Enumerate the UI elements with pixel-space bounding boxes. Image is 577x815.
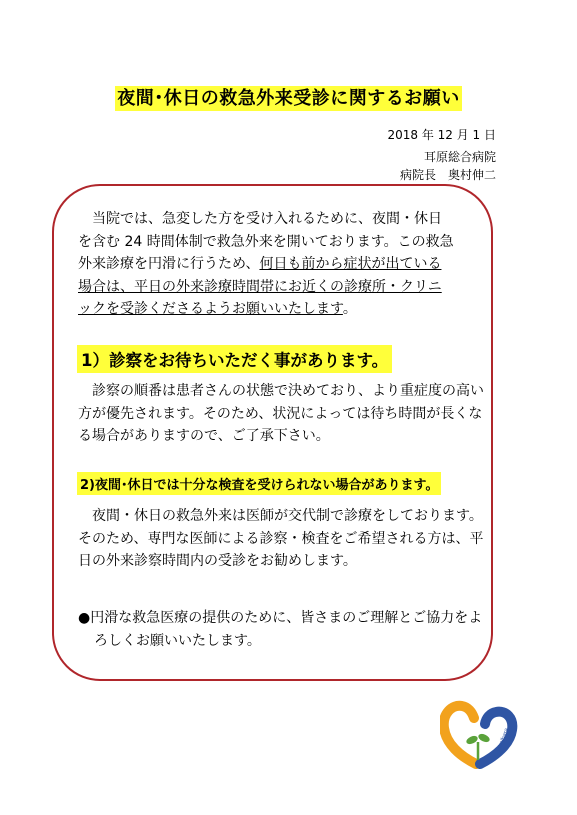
director-name: 病院長 奥村伸二 bbox=[399, 168, 496, 182]
section-2-heading: 2)夜間･休日では十分な検査を受けられない場合があります。 bbox=[77, 472, 441, 495]
section-2-body: 夜間・休日の救急外来は医師が交代制で診療をしております。そのため、専門な医師による診察・検査をご希望される方は、平日の外来診察時間内の受診をお勧めします。 bbox=[78, 508, 484, 569]
logo-text: mimihara bbox=[496, 727, 511, 753]
intro-line-3-underlined: 何日も前から症状が出ている bbox=[259, 256, 442, 272]
logo-sprout-leaf-right bbox=[477, 732, 491, 743]
section-1-body: 診察の順番は患者さんの状態で決めており、より重症度の高い方が優先されます。そのため、状況によっては待ち時間が長くなる場合がありますので、ご了承下さい。 bbox=[78, 383, 484, 444]
hospital-name: 耳原総合病院 bbox=[423, 150, 496, 164]
intro-line-2: を含む 24 時間体制で救急外来を開いております。この救急 bbox=[78, 233, 454, 250]
hospital-logo bbox=[440, 690, 518, 770]
intro-line-4: 場合は、平日の外来診療時間帯にお近くの診療所・クリニ bbox=[78, 278, 442, 295]
notice-date: 2018 年 12 月 1 日 bbox=[387, 128, 496, 142]
page-title-wrapper bbox=[0, 84, 577, 110]
section-1-heading: 1）診察をお待ちいただく事があります。 bbox=[77, 345, 392, 373]
intro-line-5-end: 。 bbox=[342, 301, 357, 317]
intro-line-3 bbox=[78, 253, 498, 276]
logo-heart-left bbox=[444, 706, 476, 764]
closing-note: ●円滑な救急医療の提供のために、皆さまのご理解とご協力をよろしくお願いいたします。 bbox=[78, 610, 483, 649]
intro-line-5-underlined: ックを受診くださるようお願いいたします bbox=[78, 301, 343, 317]
intro-line-5 bbox=[78, 298, 498, 321]
intro-paragraph bbox=[78, 208, 498, 321]
intro-line-1: 当院では、急変した方を受け入れるために、夜間・休日 bbox=[92, 211, 442, 227]
page-title: 夜間･休日の救急外来受診に関するお願い bbox=[117, 88, 460, 109]
intro-line-3-text: 外来診療を円滑に行うため、 bbox=[78, 256, 260, 272]
